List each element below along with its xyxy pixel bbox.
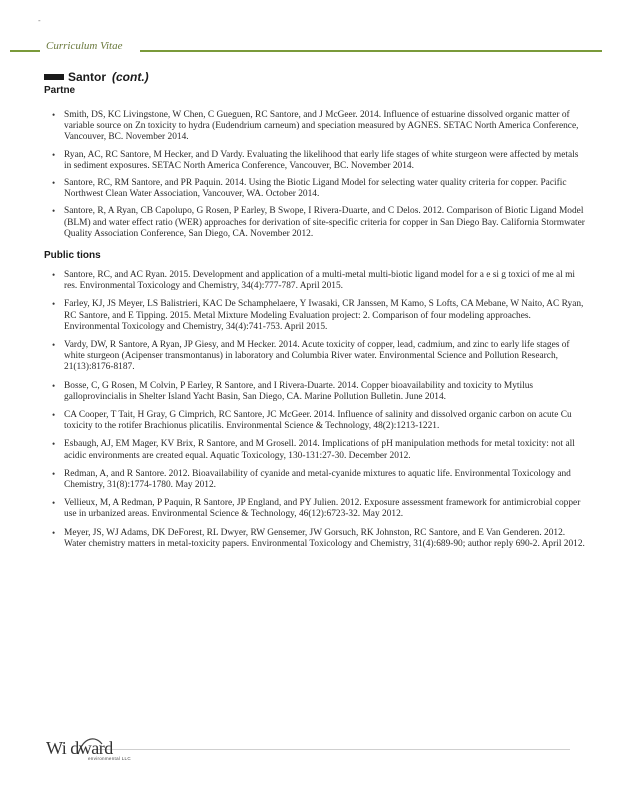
reference-item: • Santore, RC, RM Santore, and PR Paquin. 2014. Using the Biotic Ligand Model for selecting water quality criteria for copper. Pacific Northwest Clean Water Association, Vancouver, WA. October 2014.	[44, 178, 586, 200]
publications-section-title: Public tions	[44, 250, 101, 262]
reference-item: • Smith, DS, KC Livingstone, W Chen, C Gueguen, RC Santore, and J McGeer. 2014. Influence of estuarine dissolved organic matter of variable source on Zn toxicity to hydra (Eudendrium carneum) and speciation measured by AGNES. SETAC North America Conference, Vancouver, BC. November 2014.	[44, 110, 586, 144]
reference-item: • Santore, R, A Ryan, CB Capolupo, G Rosen, P Earley, B Swope, I Rivera-Duarte, and C Delos. 2012. Comparison of Biotic Ligand Model (BLM) and water effect ratio (WER) approaches for derivation of site-specific criteria for copper in San Diego Bay. California Stormwater Quality Association Conference, San Diego, CA. November 2012.	[44, 206, 586, 240]
person-name: Santor	[68, 70, 107, 84]
person-name-line	[44, 70, 586, 84]
reference-item: • CA Cooper, T Tait, H Gray, G Cimprich, RC Santore, JC McGeer. 2014. Influence of salinity and dissolved organic carbon on acute Cu toxicity to the rotifer Brachionus plicatilis. Environmental Science & Technology, 48(2):1213-1221.	[44, 410, 586, 432]
company-logo	[46, 734, 156, 764]
partner-section-title: Partne	[44, 85, 76, 96]
cv-content	[44, 70, 586, 557]
corner-mark: -	[38, 16, 41, 25]
partner-list	[44, 110, 586, 240]
page-header	[0, 36, 618, 56]
reference-item: • Santore, RC, and AC Ryan. 2015. Development and application of a multi-metal multi-biotic ligand model for a e si g toxici of me al mi res. Environmental Toxicology and Chemistry, 34(4):777-787. April 2015.	[44, 270, 586, 292]
name-bar-icon	[44, 74, 64, 80]
reference-item: • Meyer, JS, WJ Adams, DK DeForest, RL Dwyer, RW Gensemer, JW Gorsuch, RK Johnston, RC Santore, and E Van Genderen. 2012. Water chemistry matters in metal-toxicity papers. Environmental Toxicology and Chemistry, 31(4):689-90; author reply 690-2. April 2012.	[44, 528, 586, 550]
header-rule-left	[10, 50, 40, 52]
reference-item: • Farley, KJ, JS Meyer, LS Balistrieri, KAC De Schamphelaere, Y Iwasaki, CR Janssen, M Kamo, S Lofts, CA Mebane, W Naito, AC Ryan, RC Santore, and E Tipping. 2015. Metal Mixture Modeling Evaluation project: 2. Comparison of four modeling approaches. Environmental Toxicology and Chemistry, 34(4):741-753. April 2015.	[44, 299, 586, 333]
logo-text: Wi dward	[46, 738, 113, 758]
reference-item: • Vardy, DW, R Santore, A Ryan, JP Giesy, and M Hecker. 2014. Acute toxicity of copper, lead, cadmium, and zinc to early life stages of white sturgeon (Acipenser transmontanus) in laboratory and Columbia River water. Environmental Science and Pollution Research, 21(13):8176-8187.	[44, 340, 586, 374]
continued-label: (cont.)	[112, 70, 149, 84]
reference-item: • Redman, A, and R Santore. 2012. Bioavailability of cyanide and metal-cyanide mixtures to aquatic life. Environmental Toxicology and Chemistry, 31(8):1774-1780. May 2012.	[44, 469, 586, 491]
footer-rule	[96, 749, 570, 750]
publications-list	[44, 270, 586, 550]
reference-item: • Ryan, AC, RC Santore, M Hecker, and D Vardy. Evaluating the likelihood that early life stages of white sturgeon were affected by metals in sediment exposures. SETAC North America Conference, Vancouver, BC. November 2014.	[44, 150, 586, 172]
logo-subtext: environmental LLC	[88, 756, 131, 761]
header-title: Curriculum Vitae	[46, 40, 123, 52]
header-rule-right	[140, 50, 602, 52]
reference-item: • Esbaugh, AJ, EM Mager, KV Brix, R Santore, and M Grosell. 2014. Implications of pH manipulation methods for metal toxicity: not all acidic environments are created equal. Aquatic Toxicology, 130-131:27-30. December 2012.	[44, 439, 586, 461]
reference-item: • Vellieux, M, A Redman, P Paquin, R Santore, JP England, and PY Julien. 2012. Exposure assessment framework for antimicrobial copper use in urbanized areas. Environmental Science & Technology, 46(12):6723-32. May 2012.	[44, 498, 586, 520]
reference-item: • Bosse, C, G Rosen, M Colvin, P Earley, R Santore, and I Rivera-Duarte. 2014. Copper bioavailability and toxicity to Mytilus galloprovincialis in Shelter Island Yacht Basin, San Diego, CA. Marine Pollution Bulletin. June 2014.	[44, 381, 586, 403]
